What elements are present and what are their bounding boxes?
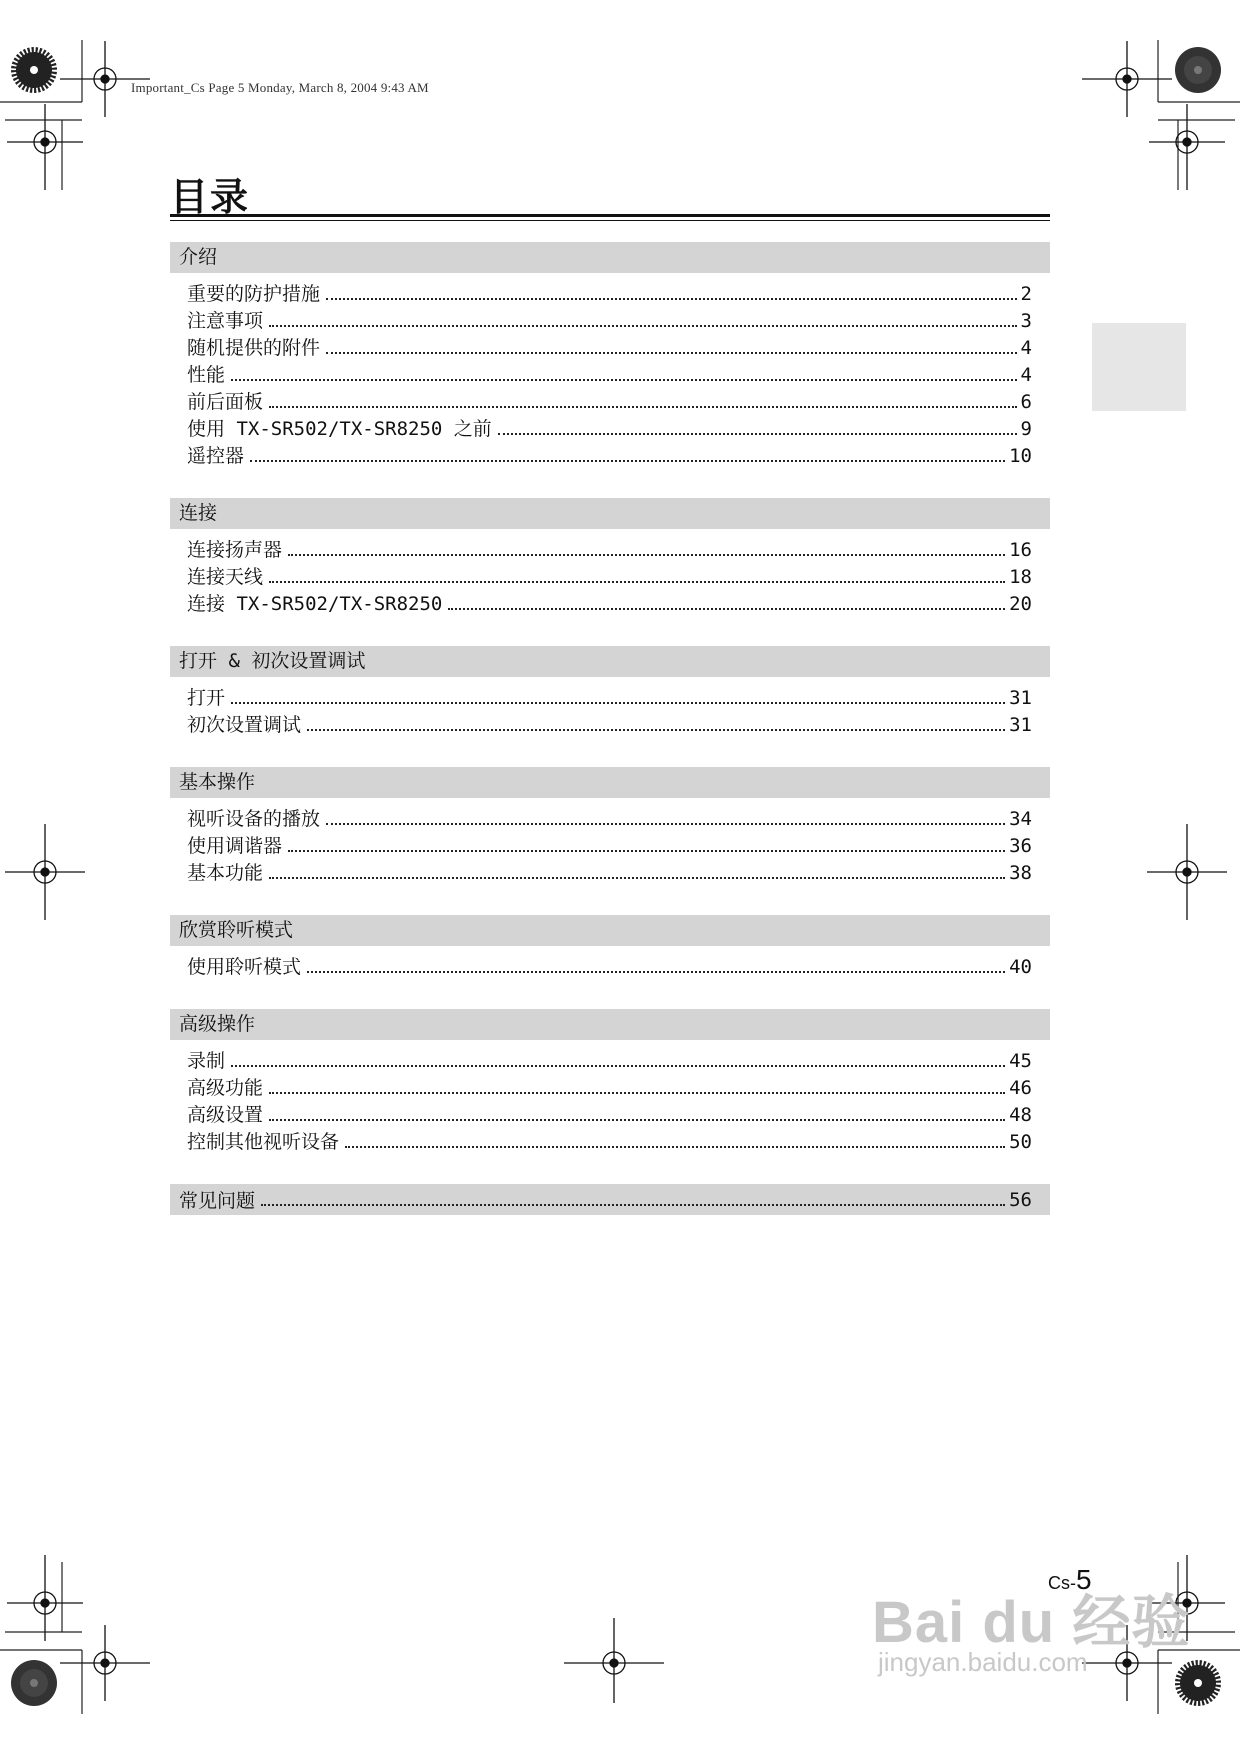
dot-leader bbox=[288, 850, 1005, 852]
toc-entry[interactable] bbox=[170, 712, 1050, 739]
toc-entry[interactable] bbox=[170, 537, 1050, 564]
watermark-url: jingyan.baidu.com bbox=[878, 1647, 1088, 1677]
entry-page: 34 bbox=[1009, 808, 1032, 830]
dot-leader bbox=[288, 554, 1005, 556]
toc-section bbox=[170, 242, 1050, 470]
entry-label: 连接 TX-SR502/TX-SR8250 bbox=[187, 593, 443, 615]
toc-entry[interactable] bbox=[170, 1102, 1050, 1129]
dot-leader bbox=[231, 1065, 1005, 1067]
dot-leader bbox=[326, 298, 1017, 300]
dot-leader bbox=[269, 581, 1005, 583]
entry-label: 重要的防护措施 bbox=[187, 283, 321, 305]
page-title: 目录 bbox=[170, 175, 251, 219]
entry-label: 视听设备的播放 bbox=[187, 808, 321, 830]
toc-entry[interactable] bbox=[170, 1075, 1050, 1102]
baidu-watermark bbox=[872, 1575, 1191, 1677]
entry-label: 使用调谐器 bbox=[187, 835, 283, 857]
entry-label: 高级功能 bbox=[187, 1077, 264, 1099]
entry-page: 2 bbox=[1020, 283, 1032, 305]
dot-leader bbox=[231, 702, 1005, 704]
dot-leader bbox=[498, 433, 1017, 435]
toc-entry[interactable] bbox=[170, 591, 1050, 618]
dot-leader bbox=[231, 379, 1017, 381]
entry-label: 使用聆听模式 bbox=[187, 956, 302, 978]
toc-section bbox=[170, 498, 1050, 618]
dot-leader bbox=[448, 608, 1005, 610]
entry-label: 连接扬声器 bbox=[187, 539, 283, 561]
entry-label: 连接天线 bbox=[187, 566, 264, 588]
toc-section bbox=[170, 1009, 1050, 1156]
entry-page: 48 bbox=[1009, 1104, 1032, 1126]
toc-entry[interactable] bbox=[170, 833, 1050, 860]
section-heading: 欣赏聆听模式 bbox=[170, 915, 1050, 946]
toc-entry[interactable] bbox=[170, 416, 1050, 443]
dot-leader bbox=[269, 877, 1005, 879]
entry-label: 使用 TX-SR502/TX-SR8250 之前 bbox=[187, 418, 492, 440]
page-prefix: Cs- bbox=[1048, 1573, 1076, 1593]
toc-entry[interactable] bbox=[170, 685, 1050, 712]
entry-page: 10 bbox=[1009, 445, 1032, 467]
toc-entry[interactable] bbox=[170, 389, 1050, 416]
section-heading: 介绍 bbox=[170, 242, 1050, 273]
entry-label: 注意事项 bbox=[187, 310, 264, 332]
entry-label: 前后面板 bbox=[187, 391, 264, 413]
faq-page: 56 bbox=[1009, 1188, 1032, 1211]
section-heading: 基本操作 bbox=[170, 767, 1050, 798]
entry-page: 9 bbox=[1020, 418, 1032, 440]
entry-page: 31 bbox=[1009, 714, 1032, 736]
toc-entry[interactable] bbox=[170, 1129, 1050, 1156]
faq-label: 常见问题 bbox=[179, 1190, 256, 1212]
section-heading: 打开 & 初次设置调试 bbox=[170, 646, 1050, 677]
entry-label: 初次设置调试 bbox=[187, 714, 302, 736]
entry-page: 20 bbox=[1009, 593, 1032, 615]
title-rule bbox=[170, 214, 1050, 221]
entry-label: 高级设置 bbox=[187, 1104, 264, 1126]
entry-page: 4 bbox=[1020, 364, 1032, 386]
toc-entry[interactable] bbox=[170, 281, 1050, 308]
entry-page: 16 bbox=[1009, 539, 1032, 561]
entry-page: 50 bbox=[1009, 1131, 1032, 1153]
toc-entry[interactable] bbox=[170, 564, 1050, 591]
toc-entry[interactable] bbox=[170, 860, 1050, 887]
dot-leader bbox=[326, 823, 1005, 825]
section-heading: 连接 bbox=[170, 498, 1050, 529]
toc-section bbox=[170, 767, 1050, 887]
toc-entry-faq[interactable] bbox=[170, 1184, 1050, 1215]
entry-page: 6 bbox=[1020, 391, 1032, 413]
entry-page: 40 bbox=[1009, 956, 1032, 978]
entry-page: 36 bbox=[1009, 835, 1032, 857]
entry-page: 38 bbox=[1009, 862, 1032, 884]
entry-label: 录制 bbox=[187, 1050, 226, 1072]
entry-label: 控制其他视听设备 bbox=[187, 1131, 340, 1153]
dot-leader bbox=[269, 325, 1017, 327]
dot-leader bbox=[250, 460, 1005, 462]
entry-page: 3 bbox=[1020, 310, 1032, 332]
print-slug: Important_Cs Page 5 Monday, March 8, 2004 9:43 AM bbox=[131, 80, 429, 95]
chapter-thumb-tab bbox=[1092, 323, 1186, 411]
page-num: 5 bbox=[1076, 1564, 1092, 1595]
table-of-contents bbox=[170, 242, 1050, 1215]
entry-page: 31 bbox=[1009, 687, 1032, 709]
toc-entry[interactable] bbox=[170, 1048, 1050, 1075]
dot-leader bbox=[269, 1092, 1005, 1094]
toc-entry[interactable] bbox=[170, 954, 1050, 981]
toc-entry[interactable] bbox=[170, 806, 1050, 833]
dot-leader bbox=[326, 352, 1017, 354]
toc-entry[interactable] bbox=[170, 443, 1050, 470]
dot-leader bbox=[269, 1119, 1005, 1121]
dot-leader bbox=[269, 406, 1017, 408]
dot-leader bbox=[307, 729, 1005, 731]
entry-label: 性能 bbox=[187, 364, 226, 386]
entry-page: 45 bbox=[1009, 1050, 1032, 1072]
toc-entry[interactable] bbox=[170, 308, 1050, 335]
section-heading: 高级操作 bbox=[170, 1009, 1050, 1040]
toc-section bbox=[170, 646, 1050, 739]
dot-leader bbox=[261, 1204, 1005, 1206]
entry-page: 18 bbox=[1009, 566, 1032, 588]
entry-label: 打开 bbox=[187, 687, 226, 709]
toc-entry[interactable] bbox=[170, 362, 1050, 389]
dot-leader bbox=[345, 1146, 1005, 1148]
entry-label: 遥控器 bbox=[187, 445, 245, 467]
watermark-brand: Bai du 经验 bbox=[872, 1590, 1191, 1655]
dot-leader bbox=[307, 971, 1005, 973]
entry-label: 随机提供的附件 bbox=[187, 337, 321, 359]
entry-page: 4 bbox=[1020, 337, 1032, 359]
toc-entry[interactable] bbox=[170, 335, 1050, 362]
toc-section bbox=[170, 915, 1050, 981]
entry-label: 基本功能 bbox=[187, 862, 264, 884]
entry-page: 46 bbox=[1009, 1077, 1032, 1099]
